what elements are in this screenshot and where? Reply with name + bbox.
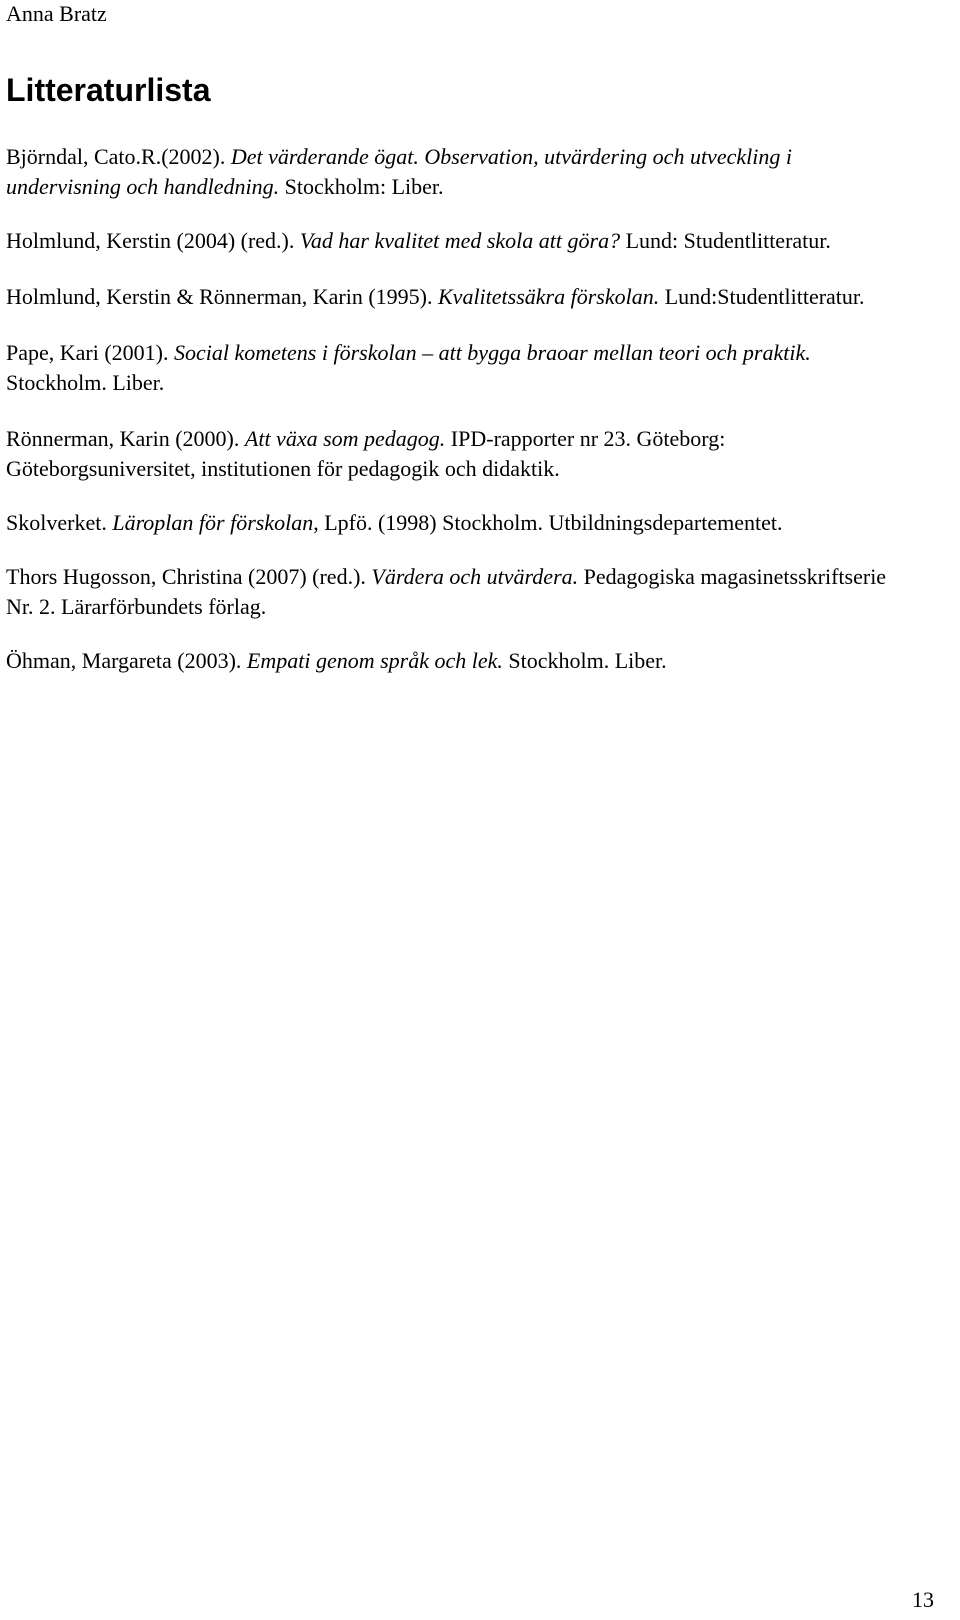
reference-item <box>6 282 906 312</box>
reference-item <box>6 646 906 676</box>
reference-publisher: Lund:Studentlitteratur. <box>659 284 865 309</box>
reference-author-year: Thors Hugosson, Christina (2007) (red.). <box>6 564 372 589</box>
reference-title: Värdera och utvärdera. <box>371 564 579 589</box>
reference-publisher: Lund: Studentlitteratur. <box>620 228 831 253</box>
reference-author-year: Holmlund, Kerstin & Rönnerman, Karin (1995). <box>6 284 438 309</box>
reference-author-year: Holmlund, Kerstin (2004) (red.). <box>6 228 300 253</box>
reference-list <box>6 142 906 676</box>
reference-item <box>6 226 906 256</box>
reference-publisher: Stockholm. Liber. <box>502 648 667 673</box>
reference-publisher: Stockholm: Liber. <box>279 174 444 199</box>
reference-author-year: Öhman, Margareta (2003). <box>6 648 247 673</box>
reference-title: Social kometens i förskolan – att bygga braoar mellan teori och praktik. <box>174 340 811 365</box>
reference-publisher: IPD-rapporter nr 23. Göteborg: Göteborgsuniversitet, institutionen för pedagogik och didaktik. <box>6 426 726 481</box>
reference-publisher: Stockholm. Liber. <box>6 370 165 395</box>
reference-author-year: Skolverket. <box>6 510 113 535</box>
reference-title: Kvalitetssäkra förskolan. <box>438 284 660 309</box>
reference-title: Läroplan för förskolan <box>112 510 314 535</box>
reference-author-year: Pape, Kari (2001). <box>6 340 175 365</box>
reference-item <box>6 424 906 484</box>
header-author: Anna Bratz <box>6 1 107 26</box>
reference-publisher: , Lpfö. (1998) Stockholm. Utbildningsdepartementet. <box>313 510 783 535</box>
reference-item <box>6 508 906 538</box>
reference-title: Empati genom språk och lek. <box>246 648 503 673</box>
reference-author-year: Rönnerman, Karin (2000). <box>6 426 245 451</box>
reference-author-year: Björndal, Cato.R.(2002). <box>6 144 231 169</box>
reference-item <box>6 338 906 398</box>
page-number: 13 <box>912 1587 934 1612</box>
page-title: Litteraturlista <box>6 72 211 108</box>
reference-title: Vad har kvalitet med skola att göra? <box>299 228 621 253</box>
reference-title: Det värderande ögat. Observation, utvärdering och utveckling i undervisning och handledning. <box>6 144 792 199</box>
reference-publisher: Pedagogiska magasinetsskriftserie Nr. 2. Lärarförbundets förlag. <box>6 564 887 619</box>
reference-title: Att växa som pedagog. <box>244 426 446 451</box>
reference-item <box>6 142 906 202</box>
reference-item <box>6 562 906 622</box>
